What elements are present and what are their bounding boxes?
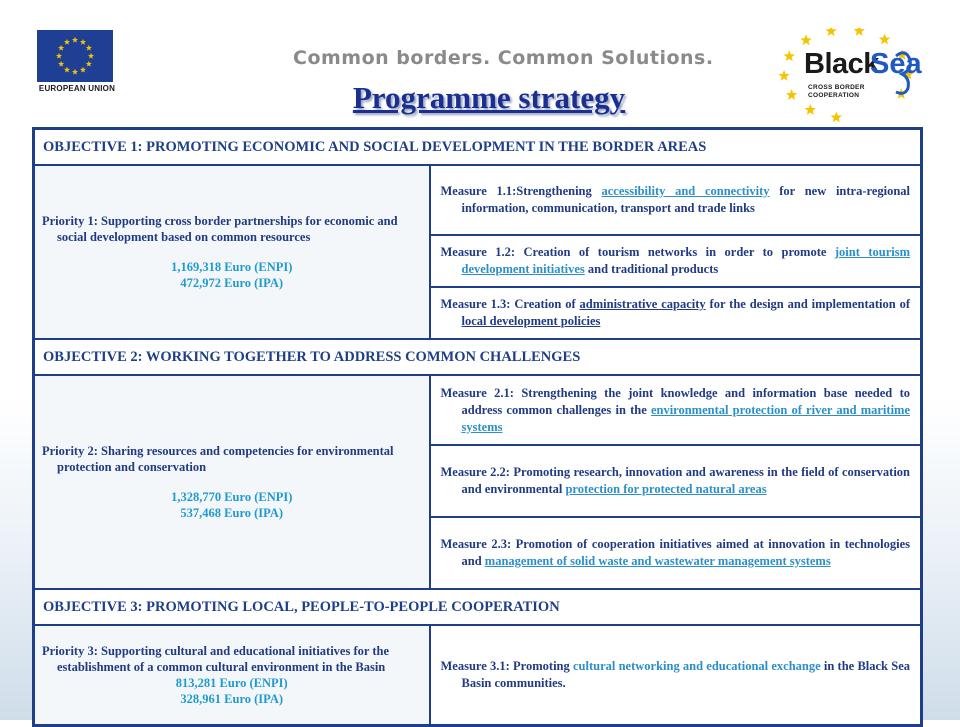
priority-2-amount-ipa: 537,468 Euro (IPA) <box>180 506 284 520</box>
eu-star <box>86 45 92 51</box>
logo-subtitle <box>808 84 865 100</box>
measure-2-3-link[interactable]: management of solid waste and wastewater management systems <box>484 554 831 568</box>
priority-1-text: Priority 1: Supporting cross border partnerships for economic and social development based on common resources <box>42 214 398 244</box>
priority-2-text: Priority 2: Sharing resources and competencies for environmental protection and conservation <box>42 444 394 474</box>
measure-1-2-text-end: and traditional products <box>584 262 719 276</box>
eu-star <box>80 67 86 73</box>
eu-star <box>58 61 64 67</box>
priority-2-cell <box>34 375 430 589</box>
eu-star <box>72 37 78 43</box>
priority-3-text: Priority 3: Supporting cultural and educational initiatives for the establishment of a common cultural environment in the Basin <box>42 644 389 674</box>
eu-flag-logo <box>37 30 113 82</box>
measure-2-2-text: Measure 2.2: Promoting research, innovation and awareness in the field of conservation and environmental <box>440 465 910 496</box>
logo-star <box>853 28 864 36</box>
measure-2-2 <box>430 445 922 517</box>
tagline: Common borders. Common Solutions. <box>293 47 714 69</box>
eu-stars-icon <box>37 30 113 82</box>
priority-3-cell <box>34 625 430 726</box>
logo-star <box>805 104 816 115</box>
measure-3-1-highlight: cultural networking and educational exchange <box>572 659 821 673</box>
measure-1-3-text: Measure 1.3: Creation of <box>440 297 580 311</box>
logo-star <box>879 34 890 45</box>
measure-1-1-text-end: for new intra-regional information, communication, transport and trade links <box>461 184 911 215</box>
priority-1-cell <box>34 165 430 339</box>
priority-2-amount-enpi: 1,328,770 Euro (ENPI) <box>171 490 293 504</box>
eu-star <box>72 69 78 75</box>
logo-star <box>784 50 795 61</box>
black-sea-logo <box>768 28 928 138</box>
measure-1-3-link[interactable]: administrative capacity <box>579 297 706 311</box>
eu-star <box>80 39 86 45</box>
measure-1-3-text-mid: for the design and implementation of <box>705 297 911 311</box>
eu-star <box>86 61 92 67</box>
logo-stars-icon <box>768 28 928 138</box>
measure-2-3-text: Measure 2.3: Promotion of cooperation initiatives aimed at innovation in technologies and <box>440 537 910 568</box>
measure-2-3 <box>430 517 922 589</box>
priority-1-amount-enpi: 1,169,318 Euro (ENPI) <box>171 260 293 274</box>
logo-sub-line2: COOPERATION <box>808 92 860 99</box>
eu-star <box>64 67 70 73</box>
measure-2-1 <box>430 375 922 445</box>
measure-1-2-link[interactable]: joint tourism development initiatives <box>461 245 910 276</box>
measure-2-1-text: Measure 2.1: Strengthening the joint knowledge and information base needed to address common challenges in the <box>440 385 910 417</box>
priority-1-amount-ipa: 472,972 Euro (IPA) <box>180 276 284 290</box>
measure-3-1-text-end: in the Black Sea Basin communities. <box>461 659 910 690</box>
logo-star <box>831 111 842 122</box>
eu-star <box>58 45 64 51</box>
measure-2-2-link[interactable]: protection for protected natural areas <box>565 482 767 496</box>
eu-label: EUROPEAN UNION <box>38 84 116 93</box>
logo-star <box>825 28 836 36</box>
measure-1-3-link-2[interactable]: local development policies <box>461 314 601 328</box>
measure-1-3 <box>430 287 922 339</box>
logo-black-text: Black <box>804 48 879 80</box>
measure-1-2 <box>430 235 922 287</box>
logo-star <box>778 70 789 81</box>
objective-1-header: OBJECTIVE 1: PROMOTING ECONOMIC AND SOCIAL DEVELOPMENT IN THE BORDER AREAS <box>34 129 922 166</box>
priority-3-amount-ipa: 328,961 Euro (IPA) <box>180 692 284 706</box>
measure-3-1-text: Measure 3.1: Promoting <box>440 659 573 673</box>
priority-3-amount-enpi: 813,281 Euro (ENPI) <box>175 676 288 690</box>
measure-1-1-link[interactable]: accessibility and connectivity <box>601 184 770 198</box>
eu-star <box>64 39 70 45</box>
eu-star <box>56 53 62 59</box>
strategy-table <box>32 127 923 727</box>
measure-1-1-text: Measure 1.1:Strengthening <box>440 184 602 198</box>
logo-star <box>800 34 811 45</box>
eu-star <box>88 53 94 59</box>
objective-2-header: OBJECTIVE 2: WORKING TOGETHER TO ADDRESS COMMON CHALLENGES <box>34 339 922 375</box>
measure-2-1-link[interactable]: environmental protection of river and maritime systems <box>461 402 910 434</box>
objective-3-header: OBJECTIVE 3: PROMOTING LOCAL, PEOPLE-TO-PEOPLE COOPERATION <box>34 589 922 625</box>
measure-1-2-text: Measure 1.2: Creation of tourism networks in order to promote <box>440 245 835 259</box>
measure-3-1 <box>430 625 922 726</box>
logo-sea-text: Sea <box>870 48 922 80</box>
measure-1-1 <box>430 165 922 235</box>
page-title: Programme strategy <box>352 80 626 115</box>
logo-sub-line1: CROSS BORDER <box>808 84 865 91</box>
logo-star <box>786 89 797 100</box>
